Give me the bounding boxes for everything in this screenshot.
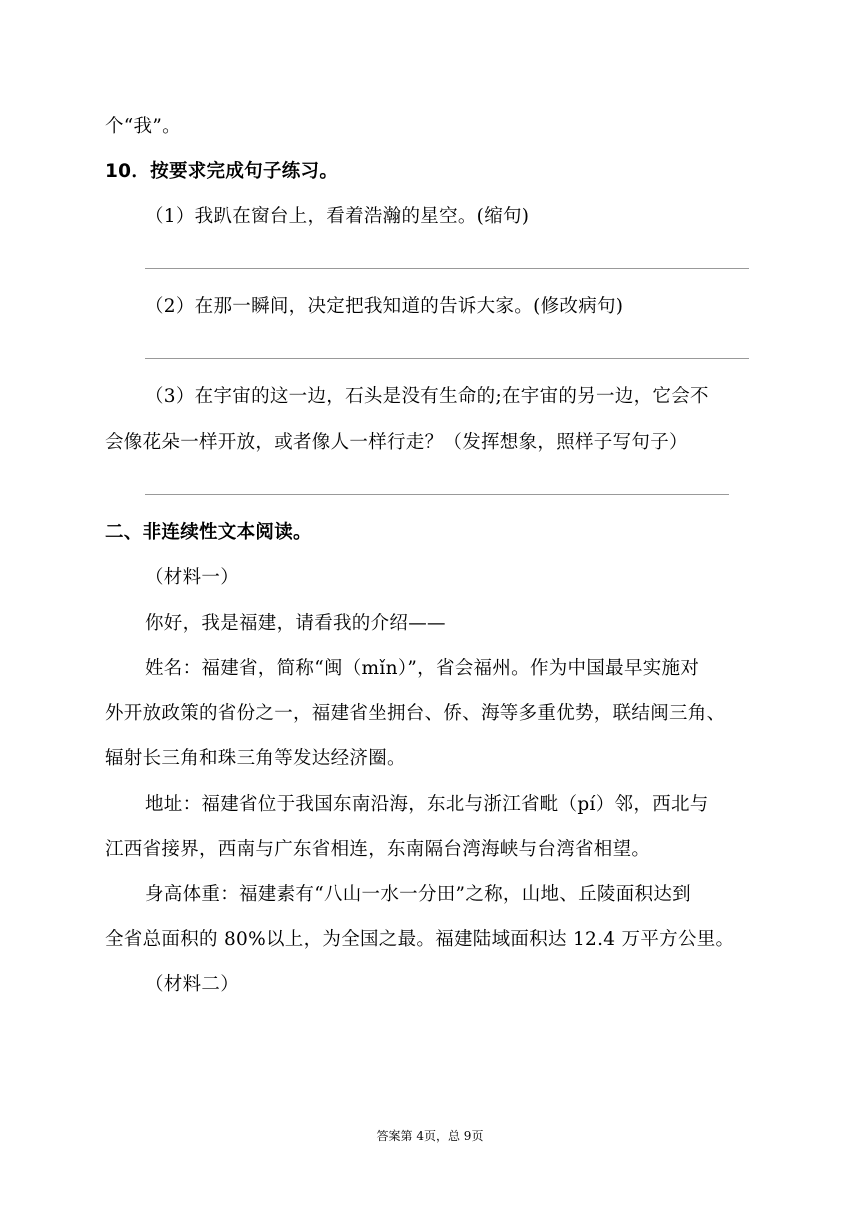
text-line-continuation: 个“我”。 <box>105 116 181 137</box>
page-footer: 答案第 4页，总 9页 <box>376 1129 484 1143</box>
address-paragraph-line-2: 江西省接界，西南与广东省相连，东南隔台湾海峡与台湾省相望。 <box>105 839 651 860</box>
answer-line-3[interactable] <box>145 494 729 495</box>
question-10-item-3-line-1: （3）在宇宙的这一边，石头是没有生命的;在宇宙的另一边，它会不 <box>145 386 709 407</box>
name-paragraph-line-3: 辐射长三角和珠三角等发达经济圈。 <box>105 748 406 769</box>
answer-line-1[interactable] <box>145 268 749 269</box>
answer-line-2[interactable] <box>145 358 749 359</box>
question-10-item-1: （1）我趴在窗台上，看着浩瀚的星空。(缩句) <box>145 206 530 227</box>
intro-line: 你好，我是福建，请看我的介绍—— <box>145 613 446 634</box>
name-paragraph-line-2: 外开放政策的省份之一，福建省坐拥台、侨、海等多重优势，联结闽三角、 <box>105 703 726 724</box>
material-2-label: （材料二） <box>145 974 240 995</box>
body-paragraph-line-2: 全省总面积的 80%以上，为全国之最。福建陆域面积达 12.4 万平方公里。 <box>105 929 735 950</box>
question-10-title: 10．按要求完成句子练习。 <box>105 161 339 182</box>
address-paragraph-line-1: 地址：福建省位于我国东南沿海，东北与浙江省毗（pí）邻，西北与 <box>145 794 709 815</box>
question-10-item-2: （2）在那一瞬间，决定把我知道的告诉大家。(修改病句) <box>145 296 624 317</box>
material-1-label: （材料一） <box>145 567 240 588</box>
name-paragraph-line-1: 姓名：福建省，简称“闽（mǐn）”，省会福州。作为中国最早实施对 <box>145 658 700 679</box>
section-2-title: 二、非连续性文本阅读。 <box>105 522 312 543</box>
body-paragraph-line-1: 身高体重：福建素有“八山一水一分田”之称，山地、丘陵面积达到 <box>145 884 691 905</box>
question-10-item-3-line-2: 会像花朵一样开放，或者像人一样行走？（发挥想象，照样子写句子） <box>105 432 688 453</box>
